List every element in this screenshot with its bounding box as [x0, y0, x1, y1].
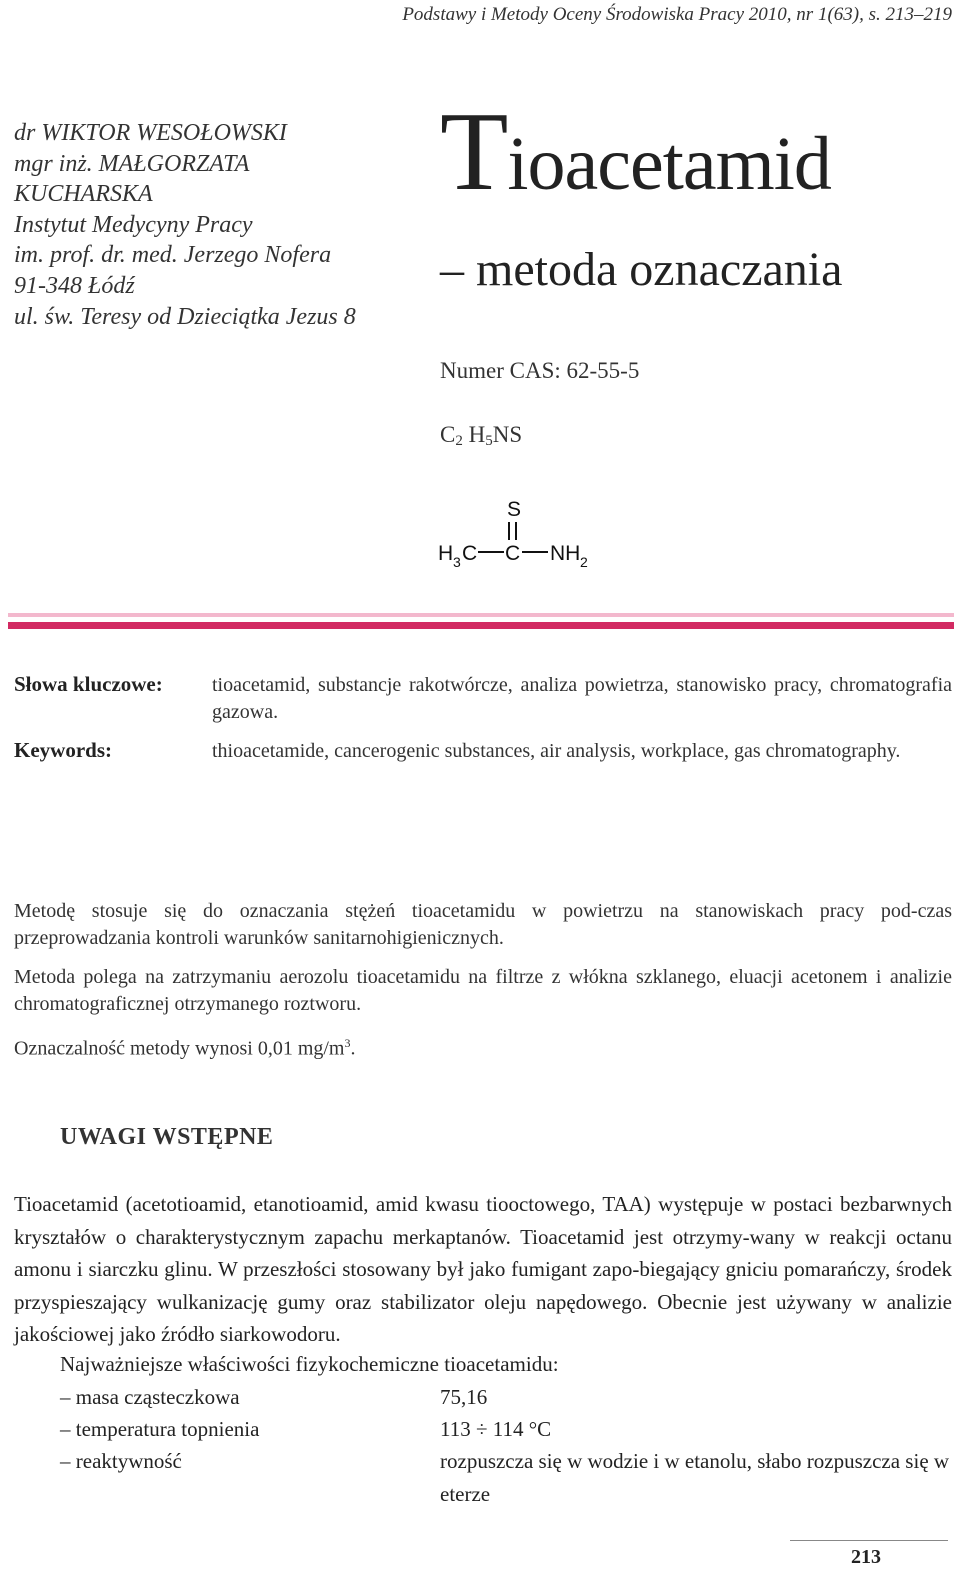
author-line: Instytut Medycyny Pracy	[14, 211, 253, 238]
property-value: 75,16	[440, 1385, 488, 1409]
property-value: 113 ÷ 114 °C	[440, 1417, 552, 1441]
properties-title: Najważniejsze właściwości fizykochemiczne tioacetamidu:	[60, 1352, 559, 1376]
author-line: im. prof. dr. med. Jerzego Nofera	[14, 242, 332, 269]
author-affiliation	[14, 118, 434, 332]
author-line: KUCHARSKA	[14, 181, 153, 208]
title-initial: T	[440, 90, 508, 214]
methyl-c-label: C	[462, 542, 478, 565]
author-line: dr WIKTOR WESOŁOWSKI	[14, 120, 287, 146]
section-heading: UWAGI WSTĘPNE	[60, 1124, 274, 1150]
amine-subscript: 2	[580, 554, 588, 570]
keywords-pl-label: Słowa kluczowe:	[14, 672, 163, 696]
article-title	[440, 88, 831, 228]
methyl-subscript: 3	[453, 554, 461, 570]
page-number: 213	[851, 1546, 881, 1568]
keywords-en-text: thioacetamide, cancerogenic substances, air analysis, workplace, gas chromatography.	[212, 740, 901, 762]
title-rest: ioacetamid	[507, 122, 831, 206]
keywords-pl-text: tioacetamid, substancje rakotwórcze, analiza powietrza, stanowisko pracy, chromatografia gazowa.	[212, 674, 952, 723]
footer-rule	[790, 1540, 948, 1541]
structural-formula	[430, 490, 630, 580]
divider-thick	[8, 622, 954, 629]
property-name: – reaktywność	[60, 1449, 182, 1473]
cas-number: Numer CAS: 62-55-5	[440, 358, 640, 383]
abstract-paragraph-3: Oznaczalność metody wynosi 0,01 $mg/m^3$.	[14, 1036, 356, 1060]
divider-thin	[8, 613, 954, 617]
author-line: ul. św. Teresy od Dzieciątka Jezus 8	[14, 303, 356, 330]
abstract-paragraph-2: Metoda polega na zatrzymaniu aerozolu tioacetamidu na filtrze z włókna szklanego, eluacji acetonem i analizie chromatograficznej otrzymanego roztworu.	[14, 966, 952, 1015]
abstract-paragraph-1: Metodę stosuje się do oznaczania stężeń tioacetamidu w powietrzu na stanowiskach pracy pod-czas przeprowadzania kontroli warunków sanitarnohigienicznych.	[14, 900, 952, 949]
keywords-en-label: Keywords:	[14, 738, 112, 762]
journal-citation: Podstawy i Metody Oceny Środowiska Pracy 2010, nr 1(63), s. 213–219	[402, 4, 952, 25]
property-name: – masa cząsteczkowa	[60, 1385, 240, 1409]
amine-label: NH	[550, 542, 581, 565]
article-subtitle: – metoda oznaczania	[440, 243, 843, 296]
molecular-formula: $C_2$ $H_5NS$	[440, 422, 523, 449]
property-value: rozpuszcza się w wodzie i w etanolu, słabo rozpuszcza się w eterze	[440, 1449, 950, 1506]
property-name: – temperatura topnienia	[60, 1417, 260, 1441]
carbon-atom-label: C	[505, 542, 521, 565]
author-line: 91-348 Łódź	[14, 272, 135, 299]
sulfur-atom-label: S	[507, 498, 522, 521]
author-line: mgr inż. MAŁGORZATA	[14, 150, 250, 177]
methyl-h-label: H	[438, 542, 454, 565]
section-body: Tioacetamid (acetotioamid, etanotioamid, amid kwasu tiooctowego, TAA) występuje w postaci bezbarwnych kryształów o charakterystycznym zapachu merkaptanów. Tioacetamid jest otrzymy-wany w reakcji octanu amonu i siarczku glinu. W przeszłości stosowany był jako fumigant zapo-biegający gniciu pomarańczy, środek przyspieszający wulkanizację gumy oraz stabilizator oleju napędowego. Obecnie jest używany w analizie jakościowej jako źródło siarkowodoru.	[14, 1192, 952, 1347]
